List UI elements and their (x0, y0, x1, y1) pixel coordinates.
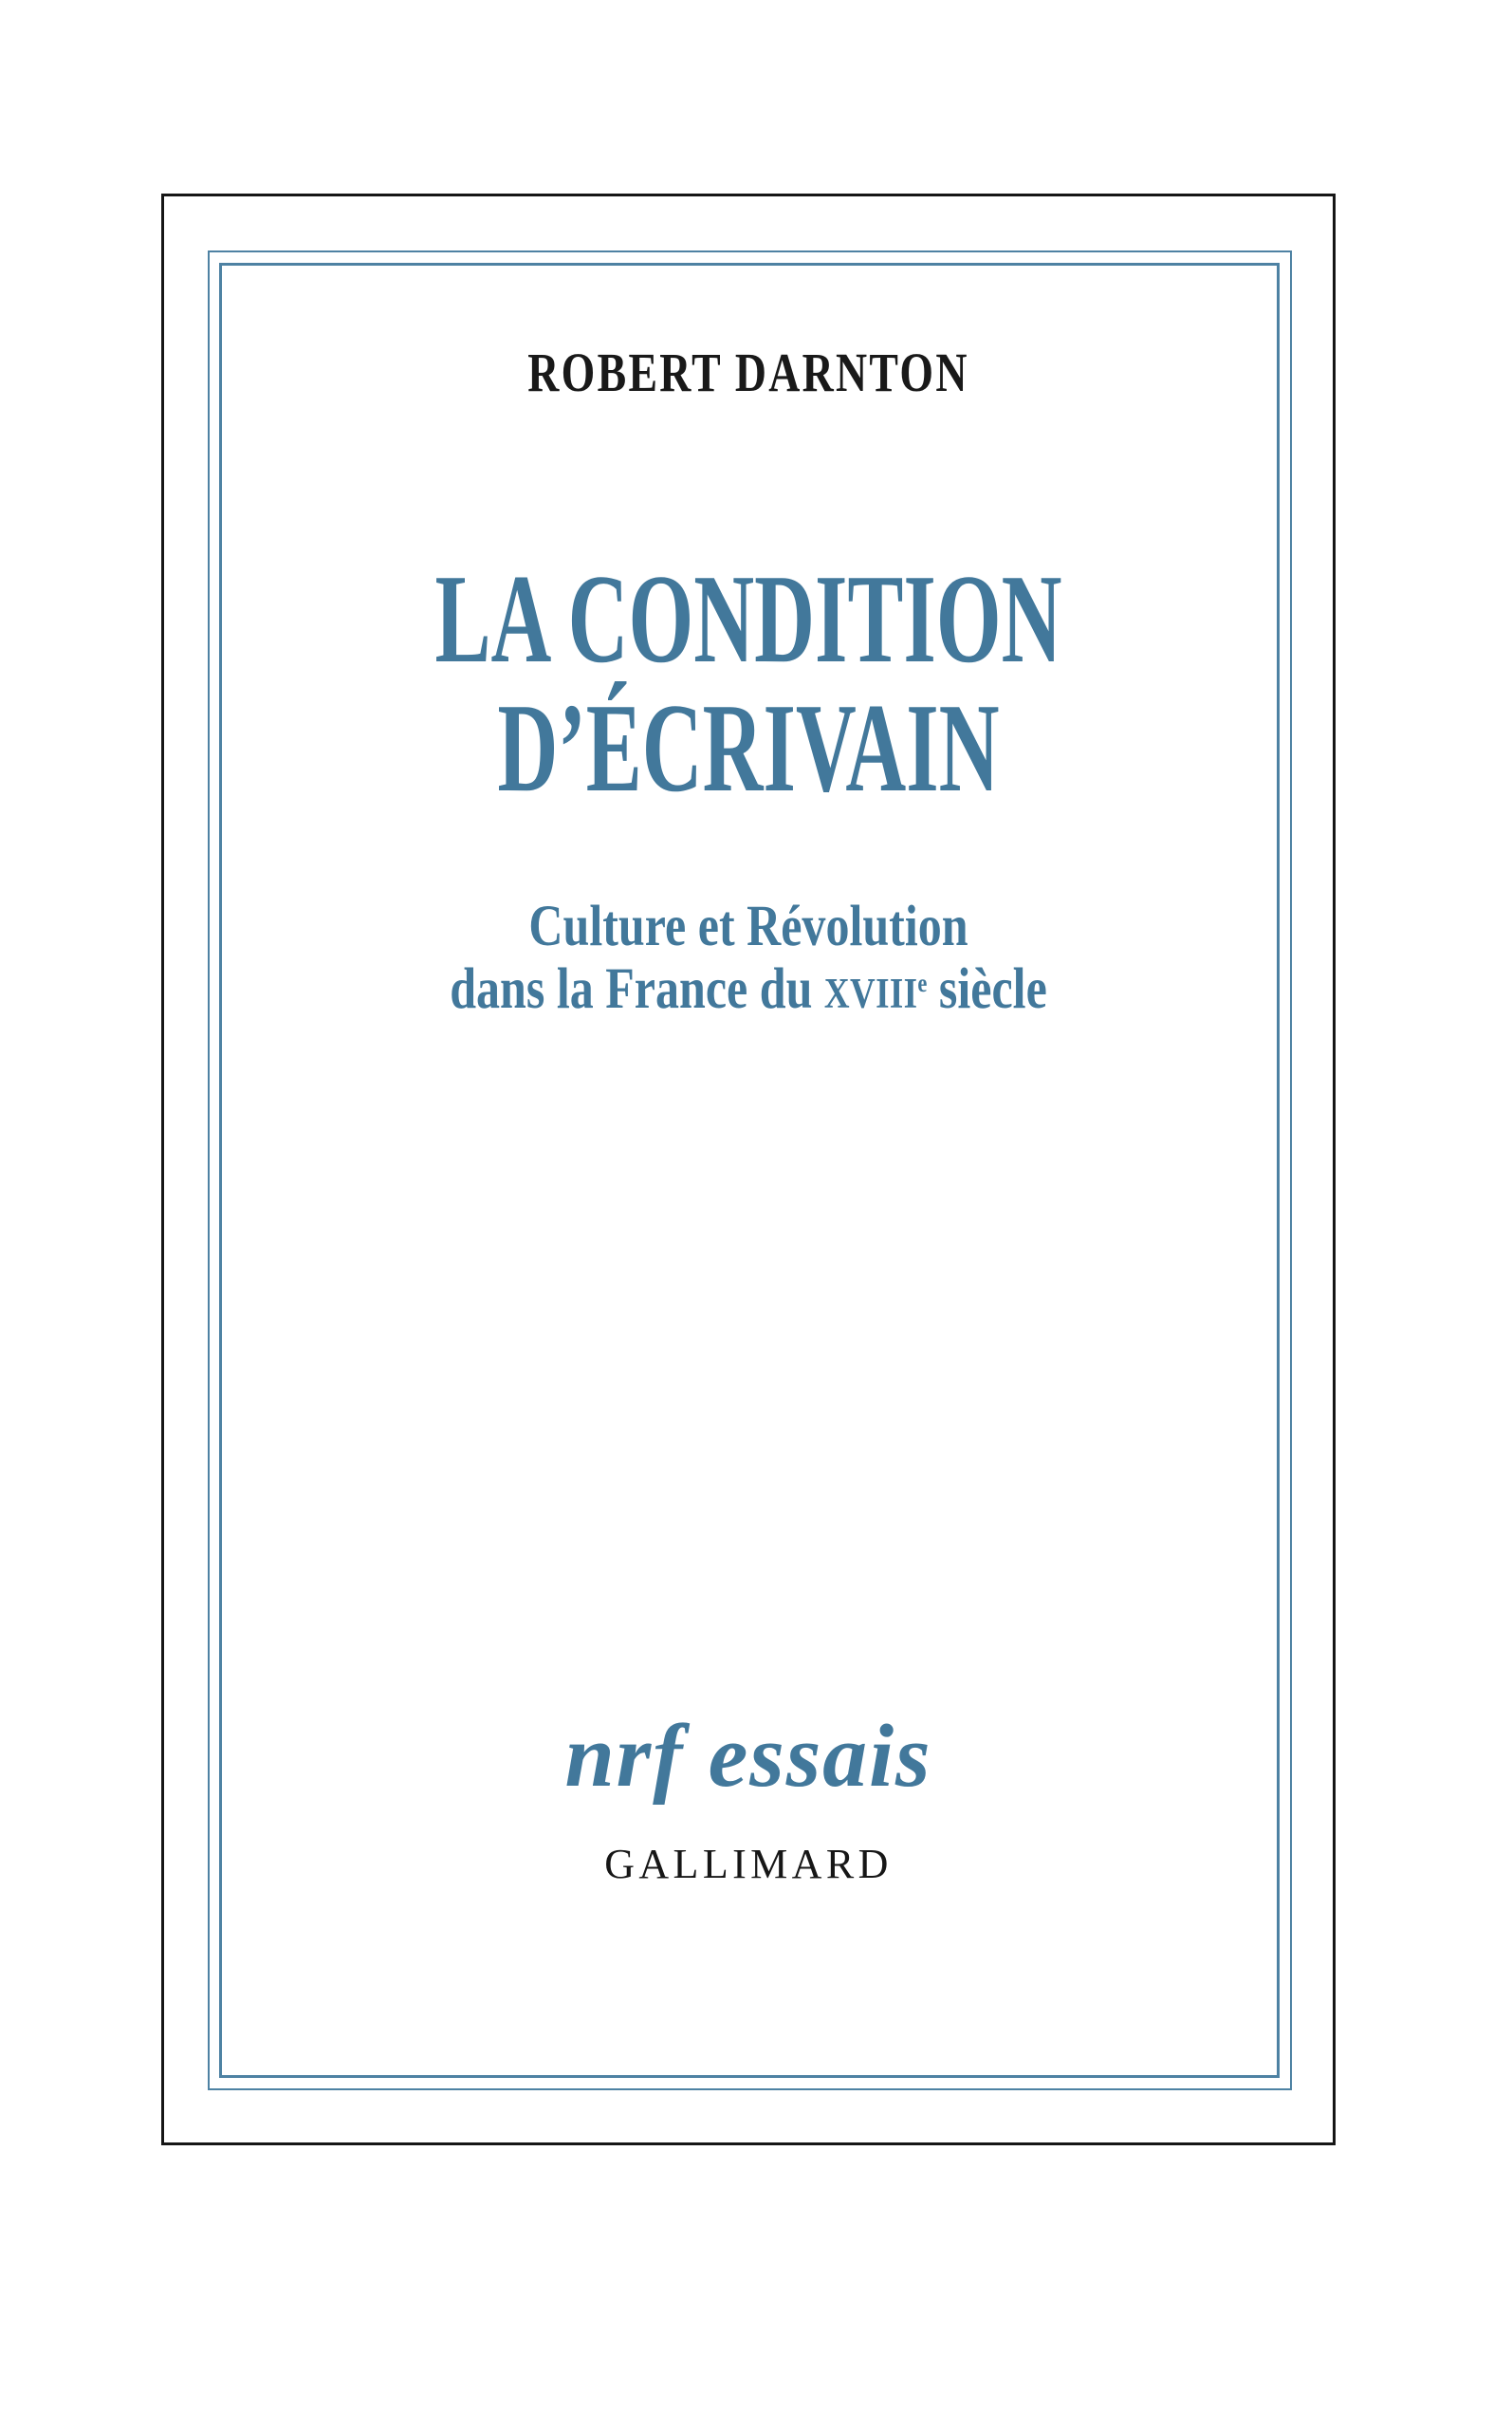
nrf-essais-collection-logo: nrf essais (564, 1707, 932, 1806)
subtitle-superscript-e: e (917, 968, 928, 997)
author-name: ROBERT DARNTON (527, 342, 969, 403)
subtitle-line-2-suffix: siècle (927, 957, 1047, 1021)
publisher-name: GALLIMARD (604, 1841, 893, 1887)
subtitle-line-1: Culture et Révolution (528, 895, 968, 958)
subtitle-roman-numeral: XVIII (823, 970, 918, 1017)
inner-blue-frame (219, 263, 1280, 2078)
book-title-line-2: D’ÉCRIVAIN (497, 677, 1000, 818)
subtitle-line-2 (269, 957, 1227, 1021)
subtitle-line-2-prefix: dans la France du (450, 957, 824, 1021)
book-cover (161, 194, 1336, 2145)
book-title-line-1: LA CONDITION (434, 548, 1062, 689)
